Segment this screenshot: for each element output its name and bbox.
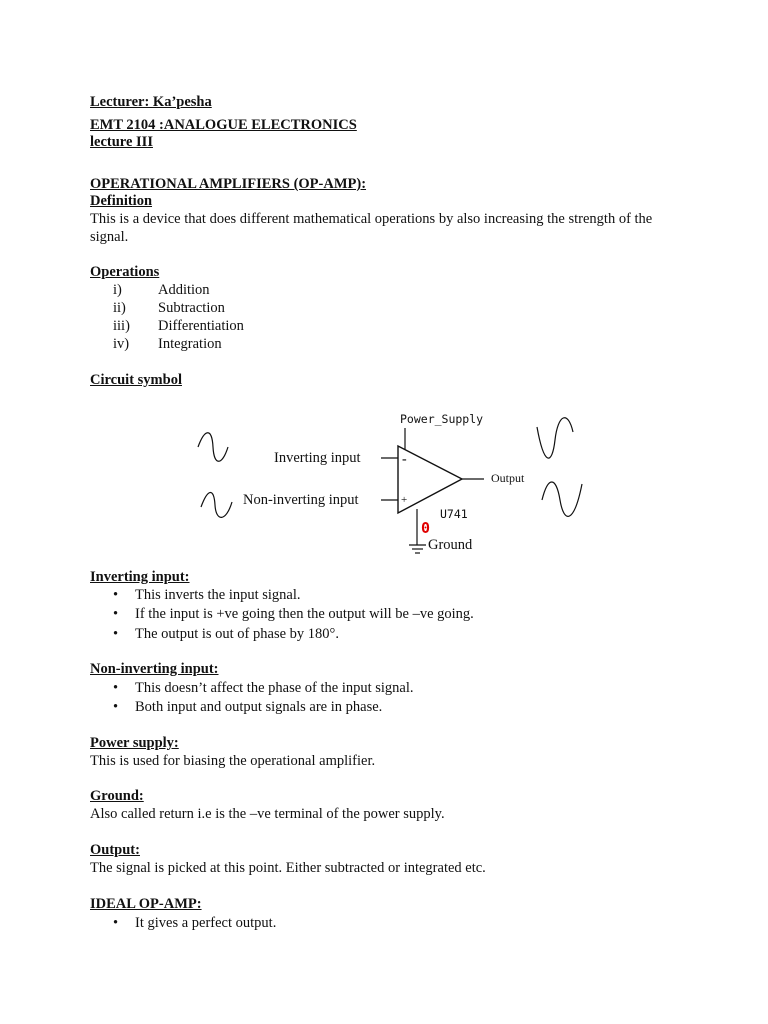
noninverting-heading: Non-inverting input: bbox=[90, 661, 219, 677]
power-supply-text: This is used for biasing the operational amplifier. bbox=[90, 753, 376, 769]
output-label: Output bbox=[491, 471, 525, 485]
operation-item: Subtraction bbox=[158, 300, 225, 316]
minus-sign: - bbox=[402, 452, 407, 467]
output-heading: Output: bbox=[90, 842, 140, 858]
noninverting-input-label: Non-inverting input bbox=[243, 492, 359, 508]
operation-number: i) bbox=[113, 282, 122, 298]
inverting-input-wave bbox=[198, 433, 228, 462]
operation-number: iv) bbox=[113, 336, 130, 352]
operation-item: Addition bbox=[158, 282, 210, 298]
operation-number: ii) bbox=[113, 300, 126, 316]
lecture-number: lecture III bbox=[90, 134, 153, 150]
lecturer-line: Lecturer: Ka’pesha bbox=[90, 94, 212, 110]
definition-heading: Definition bbox=[90, 193, 153, 209]
ground-node-label: 0 bbox=[421, 519, 431, 537]
in-phase-output-wave bbox=[542, 482, 582, 516]
ground-text: Also called return i.e is the –ve terminal of the power supply. bbox=[90, 806, 445, 822]
operation-item: Integration bbox=[158, 336, 222, 352]
inverting-heading: Inverting input: bbox=[90, 569, 190, 585]
ground-label: Ground bbox=[428, 537, 473, 553]
inverted-output-wave bbox=[537, 418, 573, 458]
power-supply-heading: Power supply: bbox=[90, 735, 179, 751]
main-heading: OPERATIONAL AMPLIFIERS (OP-AMP): bbox=[90, 176, 367, 192]
operation-item: Differentiation bbox=[158, 318, 244, 334]
circuit-symbol-heading: Circuit symbol bbox=[90, 372, 182, 388]
plus-sign: + bbox=[401, 494, 408, 506]
operations-heading: Operations bbox=[90, 264, 160, 280]
ground-heading: Ground: bbox=[90, 788, 144, 804]
op-amp-triangle bbox=[398, 446, 462, 513]
definition-text: This is a device that does different mathematical operations by also increasing the strength of the signal. bbox=[90, 211, 653, 245]
noninverting-input-wave bbox=[201, 492, 232, 517]
ideal-opamp-heading: IDEAL OP-AMP: bbox=[90, 896, 202, 912]
power-supply-label: Power_Supply bbox=[400, 412, 484, 426]
course-title: EMT 2104 :ANALOGUE ELECTRONICS bbox=[90, 117, 357, 133]
operation-number: iii) bbox=[113, 318, 130, 334]
op-amp-diagram bbox=[0, 400, 768, 560]
output-text: The signal is picked at this point. Either subtracted or integrated etc. bbox=[90, 860, 486, 876]
inverting-input-label: Inverting input bbox=[274, 450, 361, 466]
part-number-label: U741 bbox=[440, 507, 468, 521]
